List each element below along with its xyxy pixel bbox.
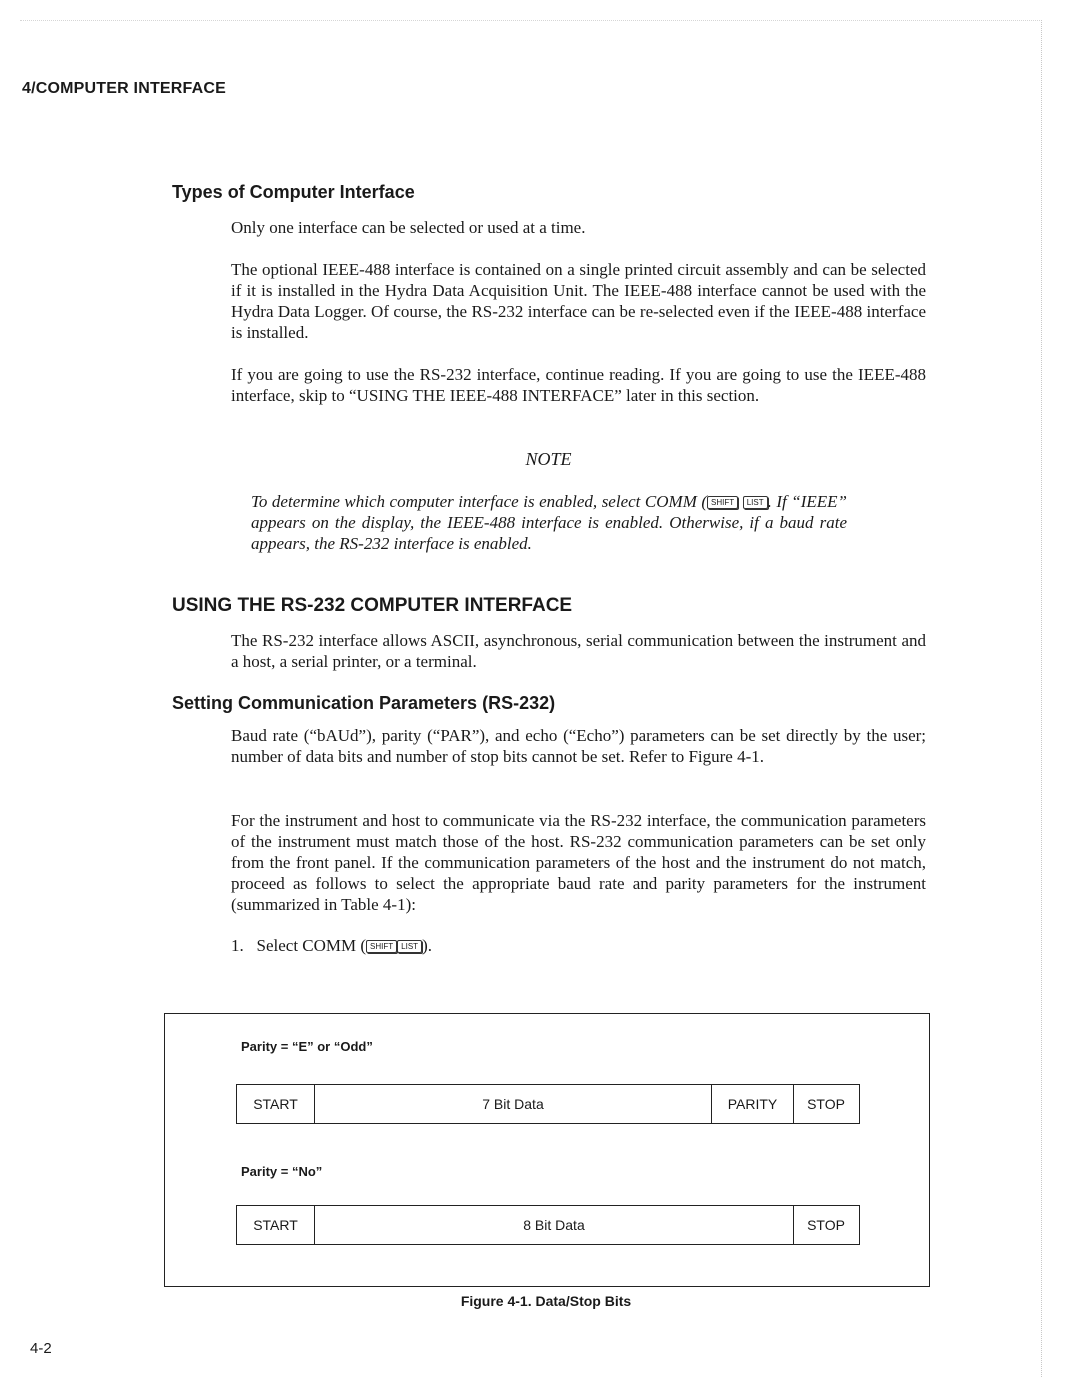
figure-caption: Figure 4-1. Data/Stop Bits bbox=[460, 1293, 632, 1309]
shift-key-icon: SHIFT bbox=[366, 940, 397, 953]
frame2-data-cell: 8 Bit Data bbox=[314, 1206, 793, 1244]
frame1-parity-cell: PARITY bbox=[711, 1085, 793, 1123]
note-text-part2: . If “IEEE” appears on the display, the IEEE-488 interface is enabled. Otherwise, if a baud rate appears, the RS-232 interface is enabled. bbox=[251, 492, 848, 553]
frame1-label: Parity = “E” or “Odd” bbox=[241, 1039, 373, 1054]
types-heading: Types of Computer Interface bbox=[172, 182, 415, 202]
list-key-icon: LIST bbox=[743, 496, 768, 509]
frame1-stop-cell: STOP bbox=[793, 1085, 858, 1123]
figure-data-stop-bits bbox=[164, 1013, 930, 1287]
frame2-stop-cell: STOP bbox=[793, 1206, 858, 1244]
types-paragraph-2: The optional IEEE-488 interface is contained on a single printed circuit assembly and can be selected if it is installed in the Hydra Data Acquisition Unit. The IEEE-488 interface cannot be used with the Hydra Data Logger. Of course, the RS-232 interface can be re-selected even if the IEEE-488 interface is installed. bbox=[231, 260, 926, 342]
rs232-heading: USING THE RS-232 COMPUTER INTERFACE bbox=[172, 595, 573, 616]
step-1-end: ). bbox=[422, 936, 432, 955]
frame1-diagram bbox=[236, 1084, 860, 1124]
scan-top-edge bbox=[20, 20, 1040, 21]
note-title: NOTE bbox=[525, 449, 572, 469]
params-heading: Setting Communication Parameters (RS-232) bbox=[172, 693, 556, 713]
step-1-number: 1. bbox=[231, 936, 244, 955]
scan-right-edge bbox=[1041, 20, 1042, 1377]
page-number: 4-2 bbox=[30, 1340, 52, 1357]
frame2-start-cell: START bbox=[253, 1217, 298, 1233]
types-paragraph-1: Only one interface can be selected or used at a time. bbox=[231, 218, 586, 237]
frame2-label: Parity = “No” bbox=[241, 1164, 323, 1179]
shift-key-icon: SHIFT bbox=[707, 496, 738, 509]
frame1-data-cell: 7 Bit Data bbox=[314, 1085, 711, 1123]
frame1-start-cell: START bbox=[253, 1096, 298, 1112]
params-paragraph-1: Baud rate (“bAUd”), parity (“PAR”), and echo (“Echo”) parameters can be set directly by the user; number of data bits and number of stop bits cannot be set. Refer to Figure 4-1. bbox=[231, 726, 926, 766]
rs232-paragraph: The RS-232 interface allows ASCII, asynchronous, serial communication between the instrument and a host, a serial printer, or a terminal. bbox=[231, 631, 926, 671]
types-paragraph-3: If you are going to use the RS-232 interface, continue reading. If you are going to use the IEEE-488 interface, skip to “USING THE IEEE-488 INTERFACE” later in this section. bbox=[231, 365, 926, 405]
list-key-icon: LIST bbox=[397, 940, 422, 953]
step-1 bbox=[231, 935, 926, 956]
running-head: 4/COMPUTER INTERFACE bbox=[22, 80, 227, 97]
frame2-diagram bbox=[236, 1205, 860, 1245]
step-1-text: Select COMM ( bbox=[256, 936, 367, 955]
params-paragraph-2: For the instrument and host to communicate via the RS-232 interface, the communication parameters of the instrument must match those of the host. RS-232 communication parameters can be set only from the front panel. If the communication parameters of the host and the instrument do not match, proceed as follows to select the appropriate baud rate and parity parameters for the instrument (summarized in Table 4-1): bbox=[231, 811, 926, 914]
note-body bbox=[251, 491, 847, 554]
note-text-part1: To determine which computer interface is enabled, select COMM ( bbox=[251, 492, 708, 511]
